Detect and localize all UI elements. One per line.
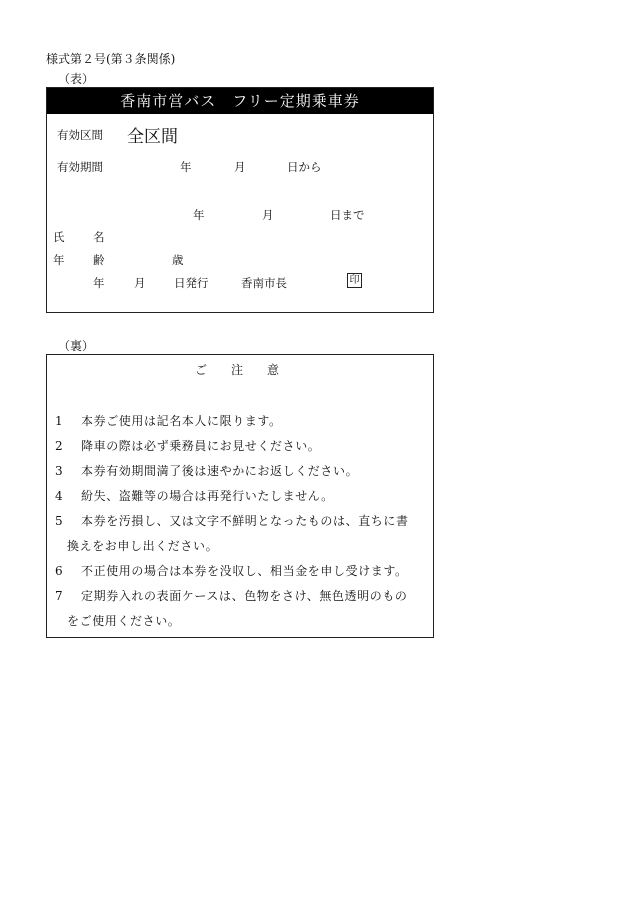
notice-item-5	[55, 512, 409, 529]
notice-text: 本券を汚損し、又は文字不鮮明となったものは、直ちに書	[81, 514, 409, 528]
notice-item-6	[55, 562, 408, 579]
until-day-label: 日まで	[330, 208, 365, 222]
ticket-front-card	[46, 87, 434, 313]
notice-number: 6	[55, 564, 64, 578]
notice-item-1	[55, 412, 282, 429]
ticket-title: 香南市営バス フリー定期乗車券	[47, 88, 433, 114]
notice-text: 降車の際は必ず乗務員にお見せください。	[81, 439, 321, 453]
notice-item-5-continued: 換えをお申し出ください。	[67, 539, 219, 553]
age-label-second: 齢	[93, 253, 105, 267]
seal-stamp-box: 印	[347, 273, 362, 288]
notice-text: 定期券入れの表面ケースは、色物をさけ、無色透明のもの	[81, 589, 408, 603]
notice-item-7-continued: をご使用ください。	[67, 614, 181, 628]
back-side-label: （裏）	[58, 339, 95, 353]
name-label-first: 氏	[53, 230, 65, 244]
notice-number: 4	[55, 489, 64, 503]
form-number-header: 様式第２号(第３条関係)	[46, 52, 176, 66]
notice-item-4	[55, 487, 334, 504]
notice-number: 2	[55, 439, 64, 453]
notice-number: 3	[55, 464, 64, 478]
name-label-second: 名	[93, 230, 105, 244]
valid-period-label: 有効期間	[57, 160, 103, 174]
issuer-label: 香南市長	[241, 276, 287, 290]
issue-month-label: 月	[134, 276, 146, 290]
notice-title: ご 注 意	[195, 363, 280, 377]
notice-item-2	[55, 437, 320, 454]
notice-item-7	[55, 587, 408, 604]
notice-number: 1	[55, 414, 64, 428]
issue-day-label: 日発行	[174, 276, 209, 290]
from-year-label: 年	[180, 160, 192, 174]
notice-number: 5	[55, 514, 64, 528]
until-year-label: 年	[193, 208, 205, 222]
notice-number: 7	[55, 589, 64, 603]
valid-section-value: 全区間	[127, 127, 178, 147]
notice-text: 本券ご使用は記名本人に限ります。	[81, 414, 282, 428]
notice-text: 本券有効期間満了後は速やかにお返しください。	[81, 464, 359, 478]
valid-section-label: 有効区間	[57, 128, 103, 142]
ticket-back-card	[46, 354, 434, 638]
notice-text: 紛失、盗難等の場合は再発行いたしません。	[81, 489, 334, 503]
age-label-first: 年	[53, 253, 65, 267]
notice-text: 不正使用の場合は本券を没収し、相当金を申し受けます。	[81, 564, 408, 578]
front-side-label: （表）	[58, 72, 95, 86]
from-month-label: 月	[234, 160, 246, 174]
age-unit-label: 歳	[172, 253, 184, 267]
from-day-label: 日から	[287, 160, 322, 174]
notice-item-3	[55, 462, 358, 479]
issue-year-label: 年	[93, 276, 105, 290]
until-month-label: 月	[262, 208, 274, 222]
